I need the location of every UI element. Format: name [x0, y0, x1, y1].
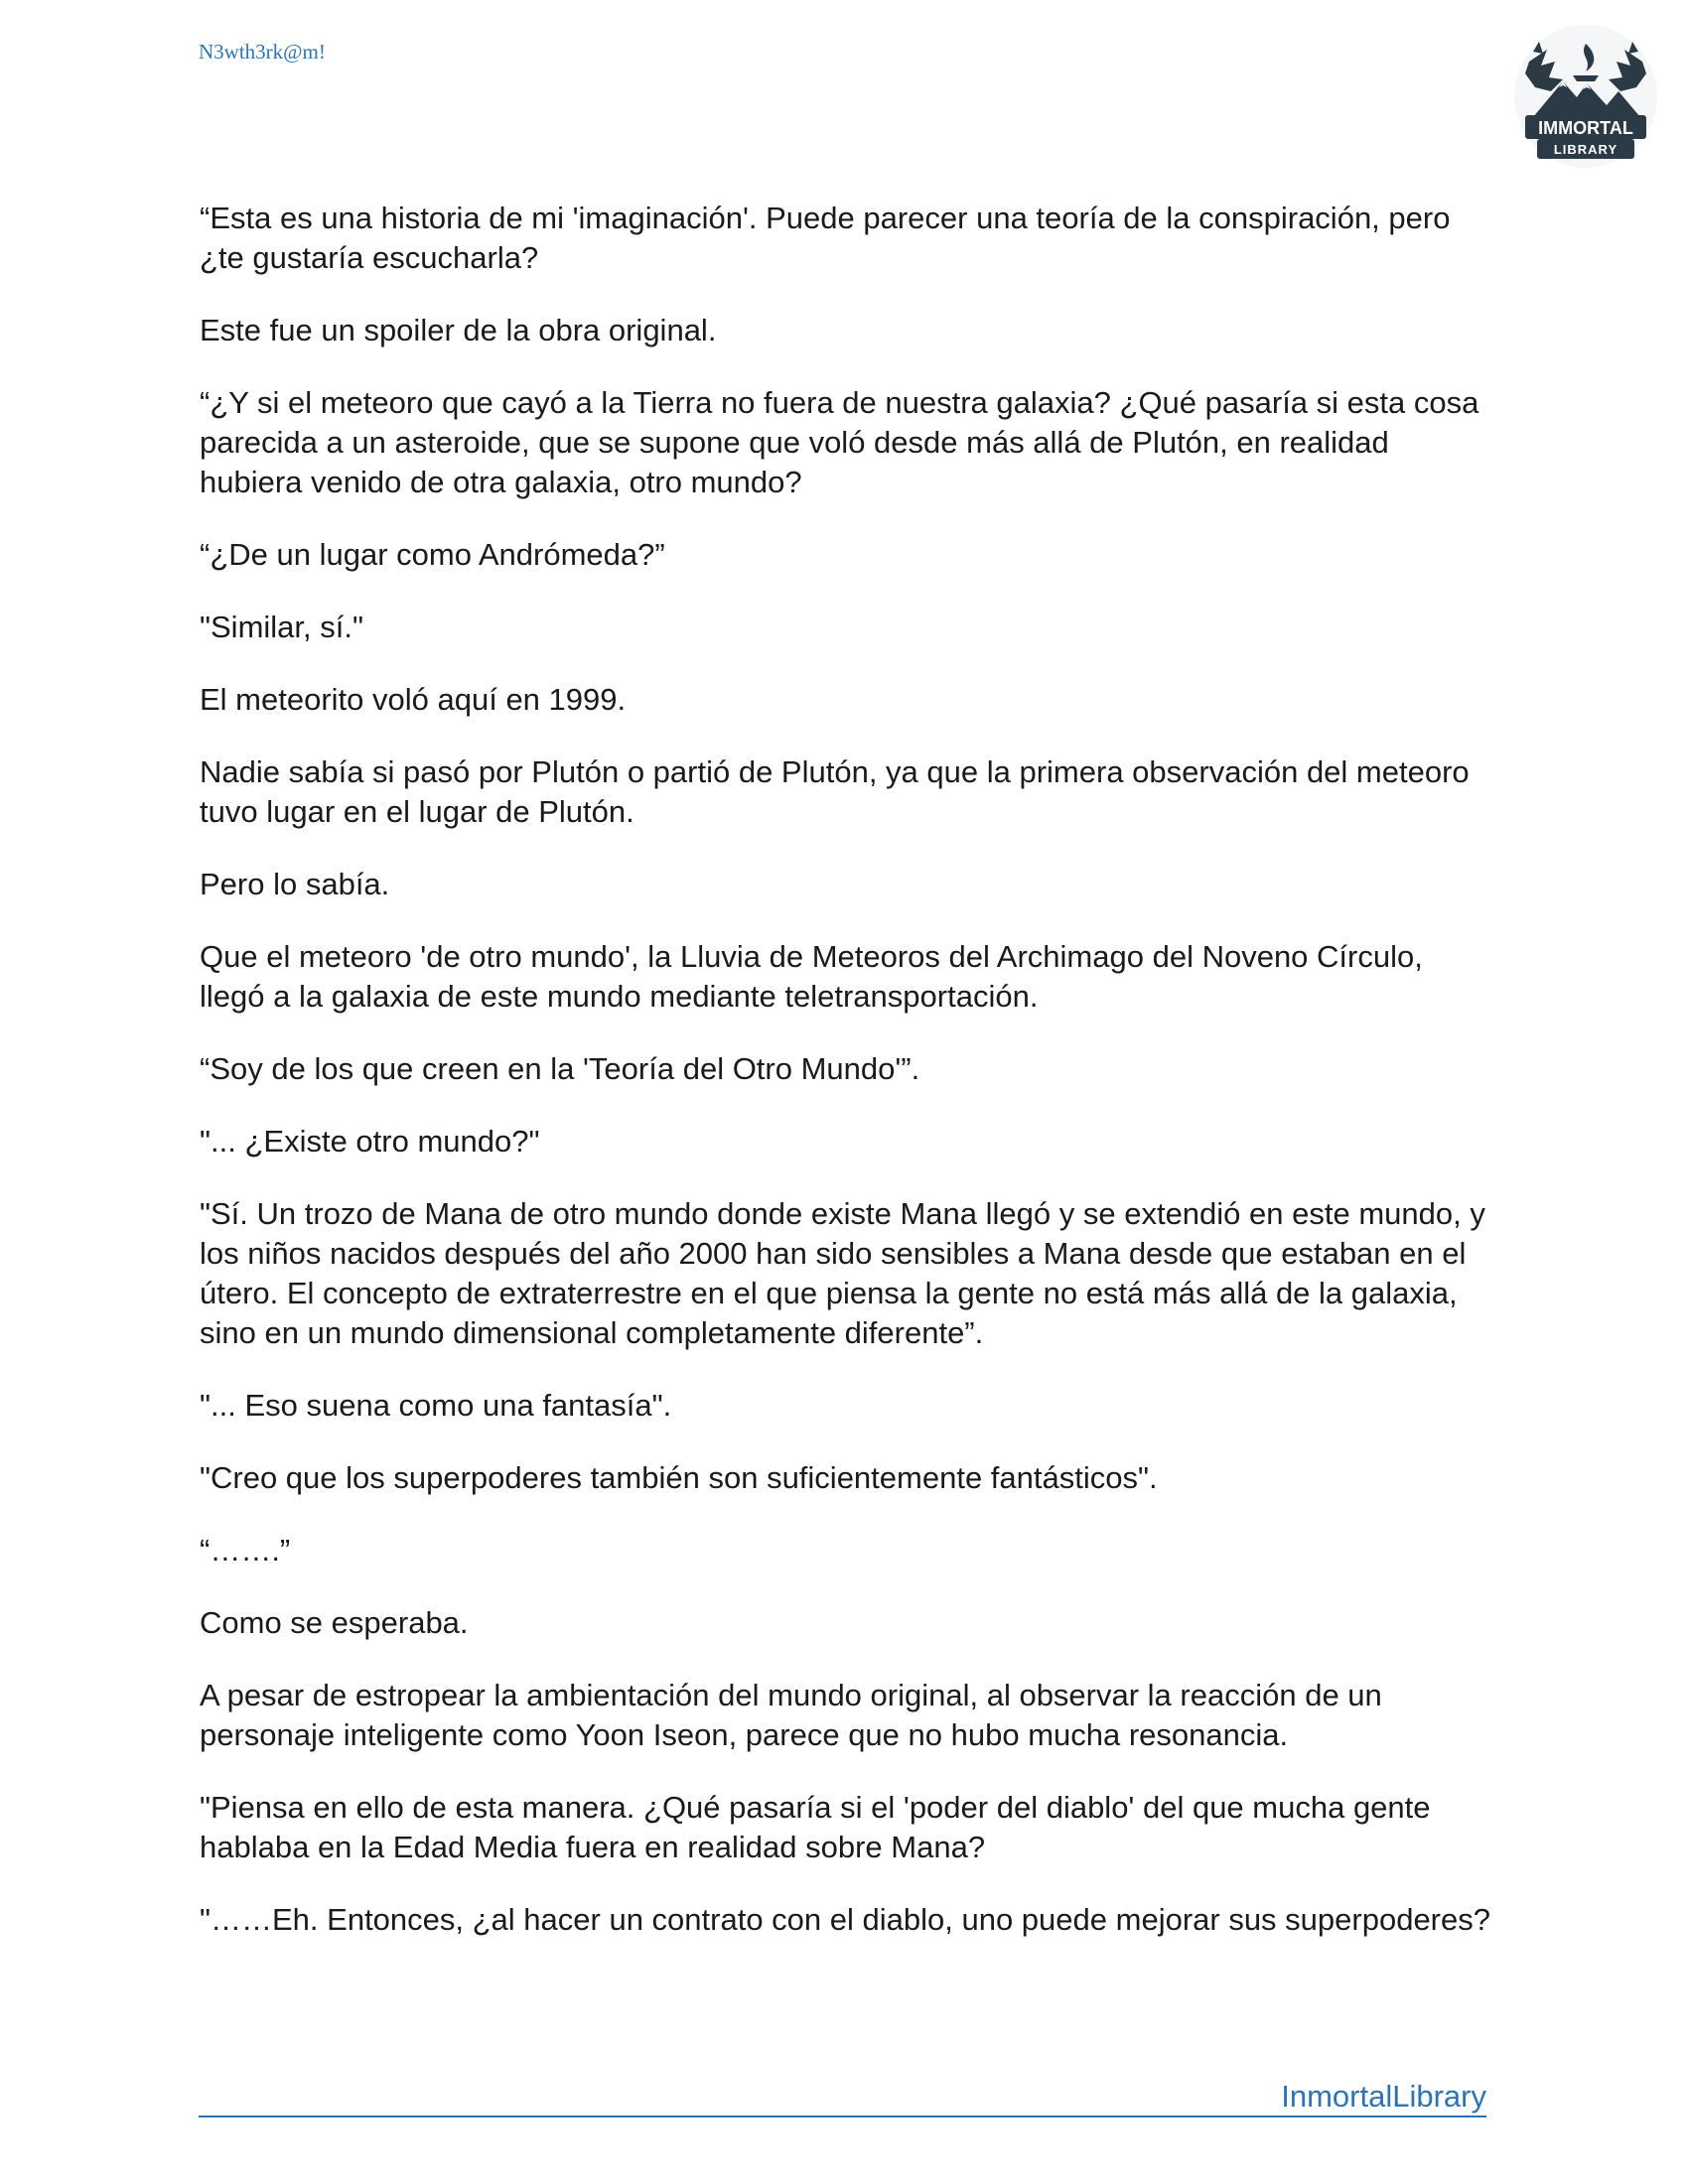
footer-library-link[interactable]: InmortalLibrary: [1281, 2079, 1486, 2114]
paragraph: "Similar, sí.": [200, 610, 363, 644]
footer-divider: [199, 2116, 1486, 2117]
paragraph: "Sí. Un trozo de Mana de otro mundo donde existe Mana llegó y se extendió en este mundo, y los niños nacidos después del año 2000 han sido sensibles a Mana desde que estaban en el útero. El concepto de extraterrestre en el que piensa la gente no está más allá de la galaxia, sino en un mundo dimensional completamente diferente”.: [200, 1196, 1485, 1350]
paragraph: El meteorito voló aquí en 1999.: [200, 682, 627, 717]
logo-line2: LIBRARY: [1553, 142, 1618, 157]
paragraph: Nadie sabía si pasó por Plutón o partió de Plutón, ya que la primera observación del meteoro tuvo lugar en el lugar de Plutón.: [200, 754, 1470, 829]
paragraph: Que el meteoro 'de otro mundo', la Lluvia de Meteoros del Archimago del Noveno Círculo, llegó a la galaxia de este mundo mediante teletransportación.: [200, 939, 1423, 1014]
paragraph: Como se esperaba.: [200, 1605, 469, 1640]
logo-line1: IMMORTAL: [1538, 118, 1633, 138]
paragraph: Este fue un spoiler de la obra original.: [200, 313, 717, 347]
paragraph: "Creo que los superpoderes también son suficientemente fantásticos".: [200, 1460, 1158, 1495]
immortal-library-logo-icon: [1511, 22, 1660, 171]
paragraph: "Piensa en ello de esta manera. ¿Qué pasaría si el 'poder del diablo' del que mucha gente hablaba en la Edad Media fuera en realidad sobre Mana?: [200, 1790, 1431, 1864]
paragraph: “Soy de los que creen en la 'Teoría del Otro Mundo'”.: [200, 1051, 920, 1086]
paragraph: "... Eso suena como una fantasía".: [200, 1388, 672, 1423]
watermark-text: N3wth3rk@m!: [199, 40, 326, 64]
paragraph: “…….”: [200, 1533, 291, 1568]
paragraph: “Esta es una historia de mi 'imaginación'. Puede parecer una teoría de la conspiración, pero ¿te gustaría escucharla?: [200, 201, 1451, 275]
paragraph: “¿Y si el meteoro que cayó a la Tierra no fuera de nuestra galaxia? ¿Qué pasaría si esta cosa parecida a un asteroide, que se supone que voló desde más allá de Plutón, en realidad hubiera venido de otra galaxia, otro mundo?: [200, 385, 1479, 499]
paragraph: "... ¿Existe otro mundo?": [200, 1124, 540, 1159]
paragraph: "……Eh. Entonces, ¿al hacer un contrato con el diablo, uno puede mejorar sus superpoderes?: [200, 1902, 1490, 1937]
paragraph: “¿De un lugar como Andrómeda?”: [200, 537, 665, 572]
paragraph: A pesar de estropear la ambientación del mundo original, al observar la reacción de un personaje inteligente como Yoon Iseon, parece que no hubo mucha resonancia.: [200, 1678, 1382, 1752]
paragraph: Pero lo sabía.: [200, 867, 390, 901]
chapter-body: [200, 199, 1490, 1973]
